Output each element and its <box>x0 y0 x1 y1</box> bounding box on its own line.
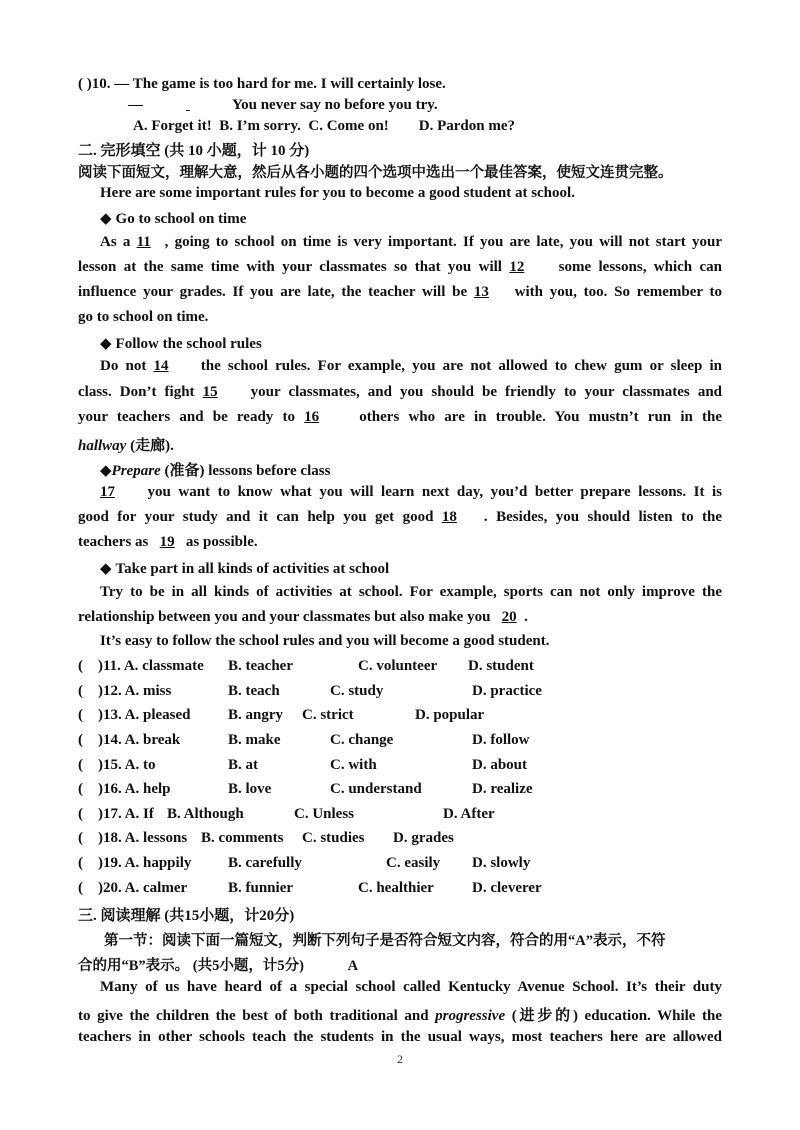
option-b: B. at <box>228 757 258 773</box>
q10-dash: — <box>128 97 143 113</box>
passage-a-line2 <box>78 1004 722 1025</box>
diamond-bullet-icon: ◆ <box>100 211 112 227</box>
option-c: C. understand <box>330 781 422 797</box>
paragraph2-line1 <box>100 358 722 375</box>
page-number: 2 <box>397 1052 403 1066</box>
paragraph4-line2 <box>78 609 528 626</box>
question-number: ( )14. A. break <box>78 732 181 748</box>
p4-text: relationship between you and your classmates but also make you <box>78 609 491 625</box>
passage-a-text: to give the children the best of both traditional and <box>78 1008 429 1024</box>
section3-instruction-line1: 第一节：阅读下面一篇短文，判断下列句子是否符合短文内容，符合的用“A”表示，不符 <box>104 933 666 949</box>
paragraph2-line3 <box>78 409 722 426</box>
p3-text: teachers as <box>78 534 149 550</box>
option-d: D. about <box>472 757 528 773</box>
question-number: ( )20. A. calmer <box>78 880 188 896</box>
option-d: D. student <box>468 658 534 674</box>
p2-text: the school rules. For example, you are not allowed to chew gum or sleep in <box>200 358 723 374</box>
blank-14: 14 <box>153 358 169 374</box>
question-number: ( )19. A. happily <box>78 855 192 871</box>
option-c: C. change <box>330 732 394 748</box>
option-c: C. Unless <box>294 806 355 822</box>
rule1-title: Go to school on time <box>115 211 247 227</box>
blank-20: 20 <box>501 609 517 625</box>
blank-15: 15 <box>202 384 218 400</box>
option-c: C. healthier <box>358 880 434 896</box>
rule2-heading <box>100 334 262 353</box>
passage-a-line3: teachers in other schools teach the students in the usual ways, most teachers here are allowed <box>78 1029 722 1045</box>
rule4-title: Take part in all kinds of activities at school <box>115 561 390 577</box>
paragraph1-line3 <box>78 284 722 301</box>
p1-text: , going to school on time is very important. If you are late, you will not start your <box>164 234 723 250</box>
section2-heading: 二. 完形填空 (共 10 小题，计 10 分) <box>78 143 310 159</box>
option-c: C. easily <box>386 855 441 871</box>
question-number: ( )15. A. to <box>78 757 156 773</box>
section3-instruction-line2 <box>78 954 358 975</box>
p2-text: others who are in trouble. You mustn’t run in the <box>359 409 722 425</box>
paragraph4-line1: Try to be in all kinds of activities at school. For example, sports can not only improve the <box>100 584 722 600</box>
option-b: B. teach <box>228 683 280 699</box>
blank-16: 16 <box>304 409 320 425</box>
option-d: D. slowly <box>472 855 531 871</box>
paragraph3-line1 <box>100 484 722 501</box>
q10-reply-text: You never say no before you try. <box>231 97 438 113</box>
option-d: D. After <box>443 806 495 822</box>
rule1-heading <box>100 209 246 228</box>
question-number: ( )18. A. lessons <box>78 830 188 846</box>
option-b: B. comments <box>201 830 284 846</box>
option-b: B. make <box>228 732 281 748</box>
blank-19: 19 <box>159 534 175 550</box>
option-b: B. love <box>228 781 272 797</box>
rule3-italic: Prepare <box>111 463 161 479</box>
p2-text: (走廊). <box>126 438 174 454</box>
rule4-heading <box>100 559 389 578</box>
paragraph1-line4: go to school on time. <box>78 309 209 325</box>
paragraph1-line2 <box>78 259 722 276</box>
paragraph3-line3 <box>78 534 258 551</box>
p1-text: As a <box>100 234 131 250</box>
option-d: D. follow <box>472 732 530 748</box>
diamond-bullet-icon: ◆ <box>100 561 112 577</box>
q10-blank <box>147 97 229 114</box>
diamond-bullet-icon: ◆ <box>100 463 112 479</box>
q10-stem: ( )10. — The game is too hard for me. I will certainly lose. <box>78 76 446 92</box>
question-number: ( )12. A. miss <box>78 683 172 699</box>
passage-a-line1: Many of us have heard of a special school called Kentucky Avenue School. It’s their duty <box>100 979 722 995</box>
question-number: ( )13. A. pleased <box>78 707 191 723</box>
p3-text: good for your study and it can help you get good <box>78 509 434 525</box>
option-b: B. Although <box>167 806 244 822</box>
option-d: D. popular <box>415 707 485 723</box>
passage-closing: It’s easy to follow the school rules and you will become a good student. <box>100 633 550 649</box>
p2-text: your classmates, and you should be friendly to your classmates and <box>250 384 723 400</box>
q10-options: A. Forget it! B. I’m sorry. C. Come on! D. Pardon me? <box>133 118 516 134</box>
option-b: B. funnier <box>228 880 294 896</box>
option-d: D. practice <box>472 683 542 699</box>
option-c: C. with <box>330 757 377 773</box>
passage-a-text: (进步的) education. While the <box>505 1008 722 1024</box>
option-d: D. realize <box>472 781 533 797</box>
option-b: B. carefully <box>228 855 302 871</box>
section3-instruction-text: 合的用“B”表示。 (共5小题，计5分) <box>78 958 304 974</box>
q10-reply <box>128 97 438 114</box>
hallway-word: hallway <box>78 438 127 454</box>
paragraph3-line2 <box>78 509 722 526</box>
option-c: C. volunteer <box>358 658 438 674</box>
paragraph2-line2 <box>78 384 722 401</box>
p2-text: your teachers and be ready to <box>78 409 295 425</box>
passage-intro: Here are some important rules for you to become a good student at school. <box>100 185 575 201</box>
option-d: D. grades <box>393 830 454 846</box>
progressive-word: progressive <box>435 1008 506 1024</box>
blank-12: 12 <box>509 259 525 275</box>
question-number: ( )16. A. help <box>78 781 171 797</box>
p2-text: class. Don’t fight <box>78 384 195 400</box>
blank-11: 11 <box>136 234 151 250</box>
section3-heading: 三. 阅读理解 (共15小题，计20分) <box>78 908 295 924</box>
rule3-title: (准备) lessons before class <box>160 463 331 479</box>
p1-text: lesson at the same time with your classmates so that you will <box>78 259 502 275</box>
p3-text: you want to know what you will learn next day, you’d better prepare lessons. It is <box>147 484 723 500</box>
passage-label: A <box>347 958 359 974</box>
question-number: ( )11. A. classmate <box>78 658 204 674</box>
p2-text: Do not <box>100 358 147 374</box>
option-d: D. cleverer <box>472 880 542 896</box>
p3-text: . Besides, you should listen to the <box>483 509 722 525</box>
p1-text: with you, too. So remember to <box>514 284 723 300</box>
diamond-bullet-icon: ◆ <box>100 336 112 352</box>
blank-13: 13 <box>473 284 489 300</box>
option-c: C. strict <box>302 707 354 723</box>
blank-17: 17 <box>100 484 115 500</box>
blank-18: 18 <box>441 509 457 525</box>
section2-instruction: 阅读下面短文，理解大意，然后从各小题的四个选项中选出一个最佳答案，使短文连贯完整。 <box>78 165 673 181</box>
p4-text: . <box>524 609 528 625</box>
p1-text: some lessons, which can <box>558 259 723 275</box>
question-number: ( )17. A. If <box>78 806 154 822</box>
rule3-heading <box>100 459 330 480</box>
paragraph1-line1 <box>100 234 722 251</box>
option-c: C. studies <box>302 830 365 846</box>
option-c: C. study <box>330 683 384 699</box>
rule2-title: Follow the school rules <box>115 336 262 352</box>
p3-text: as possible. <box>185 534 258 550</box>
option-b: B. angry <box>228 707 284 723</box>
paragraph2-line4 <box>78 434 174 455</box>
option-b: B. teacher <box>228 658 293 674</box>
p1-text: influence your grades. If you are late, the teacher will be <box>78 284 468 300</box>
